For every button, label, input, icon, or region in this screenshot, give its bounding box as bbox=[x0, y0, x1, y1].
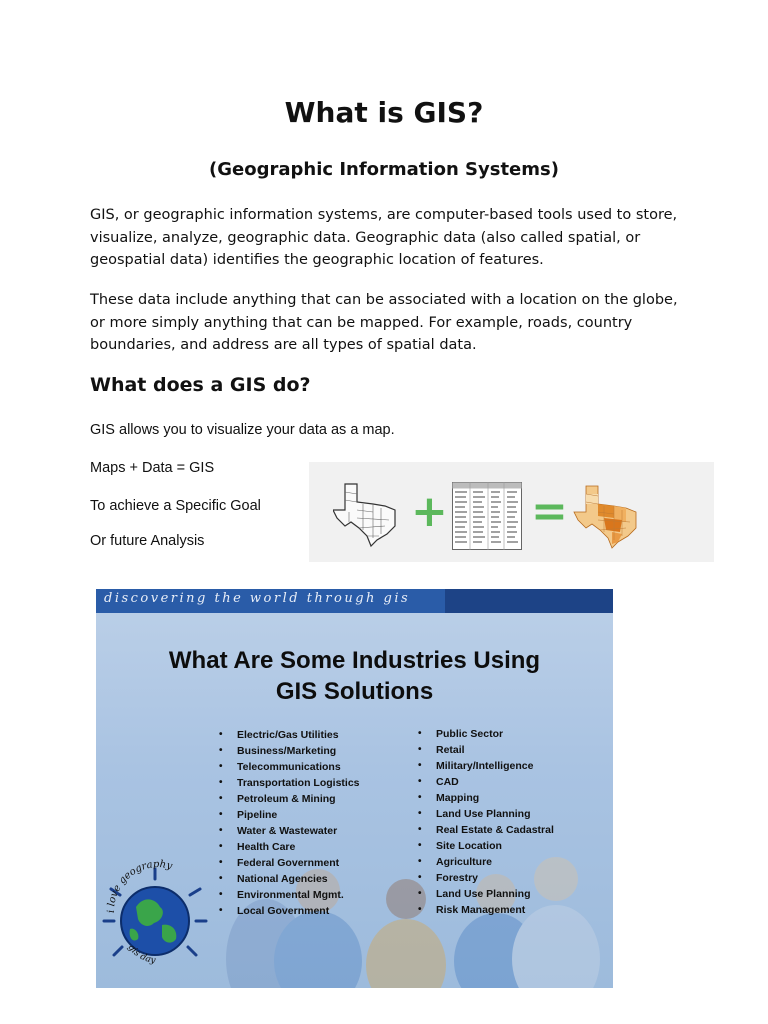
list-item: • CAD bbox=[416, 774, 554, 790]
gis-industries-poster bbox=[96, 589, 613, 988]
poster-title bbox=[96, 645, 613, 707]
list-item: • Mapping bbox=[416, 790, 554, 806]
list-item: • Telecommunications bbox=[217, 759, 360, 775]
page-subtitle: (Geographic Information Systems) bbox=[209, 159, 559, 180]
list-item: • Environmental Mgmt. bbox=[217, 887, 360, 903]
poster-banner-text: discovering the world through gis bbox=[104, 591, 411, 606]
list-item: • Pipeline bbox=[217, 807, 360, 823]
industries-list-left bbox=[217, 727, 360, 919]
list-item: • Local Government bbox=[217, 903, 360, 919]
intro-paragraph-1: GIS, or geographic information systems, are computer-based tools used to store, visualize, analyze, geographic data. Geographic data (also called spatial, or geospatial data) identifies the geographic location of features. bbox=[90, 207, 678, 268]
list-item: • Risk Management bbox=[416, 902, 554, 918]
list-item: • Health Care bbox=[217, 839, 360, 855]
list-item: • Agriculture bbox=[416, 854, 554, 870]
list-item: • Federal Government bbox=[217, 855, 360, 871]
maps-data-gis-illustration bbox=[309, 462, 714, 562]
list-item: • Site Location bbox=[416, 838, 554, 854]
list-item: • Retail bbox=[416, 742, 554, 758]
poster-banner bbox=[96, 589, 613, 613]
visualize-line: GIS allows you to visualize your data as a map. bbox=[90, 422, 395, 438]
goal-line: To achieve a Specific Goal bbox=[90, 498, 261, 514]
industries-list-right bbox=[416, 726, 554, 918]
page-title: What is GIS? bbox=[284, 96, 484, 129]
list-item: • Petroleum & Mining bbox=[217, 791, 360, 807]
list-item: • Public Sector bbox=[416, 726, 554, 742]
section-heading: What does a GIS do? bbox=[90, 374, 311, 396]
equals-sign: = bbox=[531, 486, 568, 537]
plus-sign: + bbox=[411, 486, 448, 537]
list-item: • National Agencies bbox=[217, 871, 360, 887]
list-item: • Land Use Planning bbox=[416, 806, 554, 822]
list-item: • Water & Wastewater bbox=[217, 823, 360, 839]
poster-title-line-1: What Are Some Industries Using bbox=[168, 647, 541, 674]
i-love-geography-logo bbox=[100, 851, 210, 975]
list-item: • Business/Marketing bbox=[217, 743, 360, 759]
list-item: • Real Estate & Cadastral bbox=[416, 822, 554, 838]
data-table-icon bbox=[452, 482, 522, 550]
list-item: • Electric/Gas Utilities bbox=[217, 727, 360, 743]
list-item: • Military/Intelligence bbox=[416, 758, 554, 774]
analysis-line: Or future Analysis bbox=[90, 533, 205, 549]
logo-text: i love geography bbox=[105, 859, 174, 914]
texas-outline-map-icon bbox=[333, 482, 397, 548]
list-item: • Transportation Logistics bbox=[217, 775, 360, 791]
equation-text: Maps + Data = GIS bbox=[90, 460, 215, 476]
list-item: • Forestry bbox=[416, 870, 554, 886]
intro-paragraph-2: These data include anything that can be associated with a location on the globe, or more simply anything that can be mapped. For example, roads, country boundaries, and address are all types of spatial data. bbox=[90, 292, 678, 353]
poster-title-line-2: GIS Solutions bbox=[275, 678, 434, 705]
list-item: • Land Use Planning bbox=[416, 886, 554, 902]
logo-subtext: gis day bbox=[125, 942, 157, 966]
texas-choropleth-map-icon bbox=[573, 484, 639, 550]
